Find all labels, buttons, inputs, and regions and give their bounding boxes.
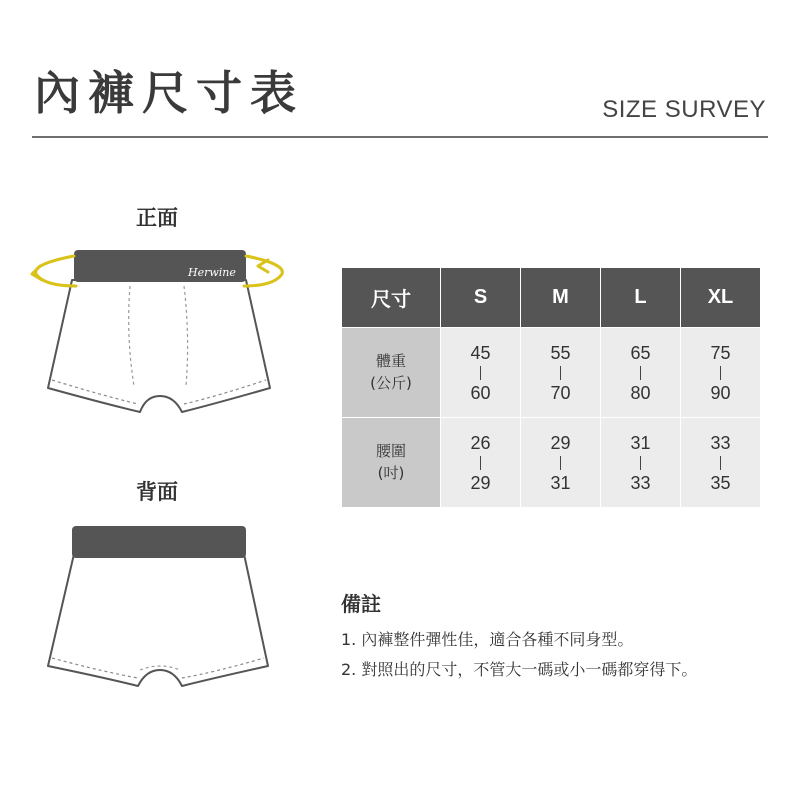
range-min: 31 (630, 432, 651, 453)
weight-cell-l (601, 328, 681, 418)
range-min: 75 (710, 342, 731, 363)
range-separator (720, 366, 722, 380)
size-header-s: S (441, 268, 521, 328)
range-max: 60 (470, 382, 491, 403)
waist-unit: (吋) (377, 463, 405, 482)
range-min: 45 (470, 342, 491, 363)
weight-label: 體重 (375, 351, 406, 370)
size-header-m: M (521, 268, 601, 328)
weight-cell-m (521, 328, 601, 418)
range-max: 29 (470, 472, 491, 493)
range-separator (560, 456, 562, 470)
range-min: 26 (470, 432, 491, 453)
front-view-label: 正面 (136, 206, 178, 230)
size-header-corner: 尺寸 (342, 268, 441, 328)
weight-unit: (公斤) (370, 373, 412, 392)
waist-cell-s (441, 418, 521, 508)
range-min: 33 (710, 432, 731, 453)
notes-title: 備註 (341, 592, 381, 616)
weight-cell-s (441, 328, 521, 418)
range-max: 33 (630, 472, 651, 493)
range-separator (640, 366, 642, 380)
brand-mark: Herwine (188, 266, 236, 279)
note-item: 1. 內褲整件彈性佳，適合各種不同身型。 (341, 630, 634, 649)
range-max: 90 (710, 382, 731, 403)
range-separator (640, 456, 642, 470)
waist-label: 腰圍 (375, 441, 406, 460)
waist-cell-l (601, 418, 681, 508)
back-underwear-illustration (34, 518, 284, 708)
weight-row-header (342, 328, 441, 418)
range-separator (560, 366, 562, 380)
range-min: 29 (550, 432, 571, 453)
weight-row (342, 328, 761, 418)
range-separator (480, 366, 482, 380)
front-underwear-illustration (24, 236, 284, 426)
range-max: 31 (550, 472, 571, 493)
notes-list (341, 625, 697, 685)
size-header-xl: XL (681, 268, 761, 328)
waist-row (342, 418, 761, 508)
range-max: 80 (630, 382, 651, 403)
size-header-l: L (601, 268, 681, 328)
size-header-row (342, 268, 761, 328)
range-max: 70 (550, 382, 571, 403)
weight-cell-xl (681, 328, 761, 418)
header-divider (32, 136, 768, 138)
range-separator (480, 456, 482, 470)
range-min: 55 (550, 342, 571, 363)
range-max: 35 (710, 472, 731, 493)
waist-cell-m (521, 418, 601, 508)
note-item: 2. 對照出的尺寸，不管大一碼或小一碼都穿得下。 (341, 660, 698, 679)
back-view-label: 背面 (136, 480, 178, 504)
size-chart-table (341, 267, 761, 508)
range-separator (720, 456, 722, 470)
waist-cell-xl (681, 418, 761, 508)
page-subtitle: SIZE SURVEY (602, 96, 766, 123)
page-title: 內褲尺寸表 (34, 66, 304, 120)
range-min: 65 (630, 342, 651, 363)
waist-row-header (342, 418, 441, 508)
